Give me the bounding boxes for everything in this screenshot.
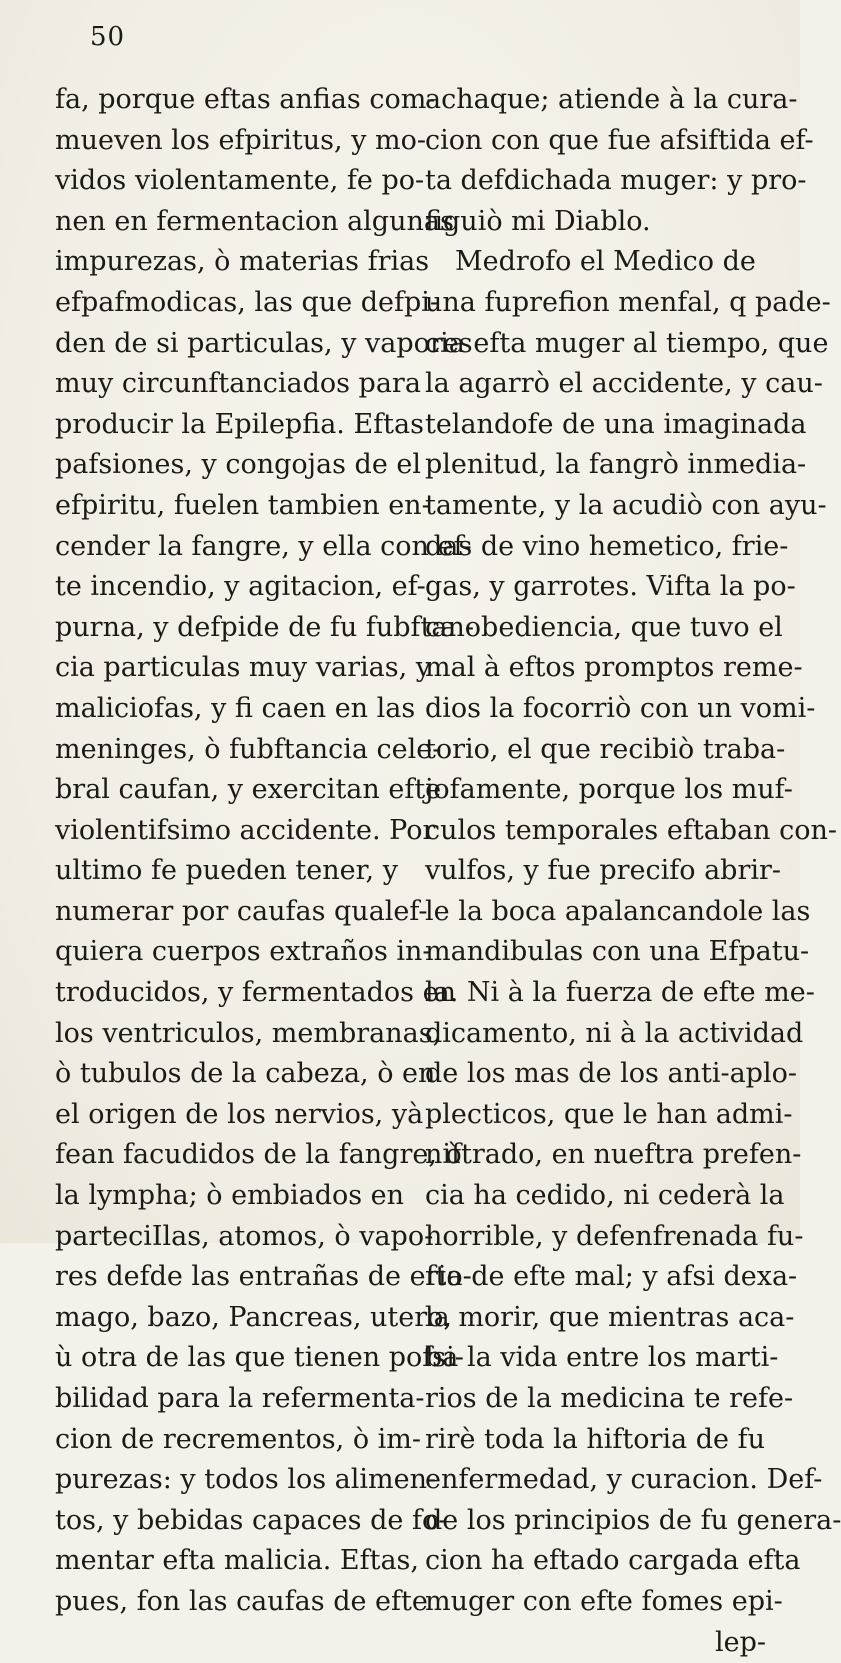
text-line: mueven los efpiritus, y mo- [55,124,427,156]
text-line: la agarrò el accidente, y cau- [425,368,823,400]
text-line: mal à eftos promptos reme- [425,652,803,684]
text-line: plecticos, que le han admi- [425,1098,793,1130]
text-line: achaque; atiende à la cura- [425,84,798,115]
text-line: tamente, y la acudiò con ayu- [425,489,827,521]
text-line: ria de efte mal; y afsi dexa- [425,1261,798,1293]
text-line: bral caufan, y exercitan efte [55,774,442,806]
text-line: gas, y garrotes. Vifta la po- [425,571,796,603]
text-line: muy circunftanciados para [55,368,421,400]
text-line: cion con que fue afsiftida ef- [425,124,814,156]
text-line: te incendio, y agitacion, ef- [55,571,426,603]
text-line: mentar efta malicia. Eftas, [55,1545,419,1577]
text-line: dicamento, ni à la actividad [425,1017,804,1049]
text-line: rios de la medicina te refe- [425,1383,794,1414]
text-line: torio, el que recibiò traba- [425,733,786,765]
text-line: mandibulas con una Efpatu- [425,936,810,968]
text-line: enfermedad, y curacion. Def- [425,1464,823,1496]
text-line: fa, porque eftas anfias com- [55,84,436,115]
text-line: fean facudidos de la fangre, ò [55,1139,462,1171]
text-line: muger con efte fomes epi- [425,1585,783,1617]
text-line: ò tubulos de la cabeza, ò en [55,1058,436,1090]
text-line: de los mas de los anti-aplo- [425,1058,797,1090]
text-line: le la boca apalancandole las [425,895,811,927]
text-line: producir la Epilepfia. Eftas [55,408,424,440]
text-line: de los principios de fu genera- [425,1504,841,1536]
text-line: telandofe de una imaginada [425,408,807,440]
text-line: numerar por caufas qualef- [55,895,428,927]
text-line: plenitud, la fangrò inmedia- [425,449,807,481]
page-number: 50 [90,22,126,52]
text-line: cia ha cedido, ni cederà la [425,1180,785,1212]
text-line: cender la fangre, y ella con ef- [55,530,472,562]
text-line: troducidos, y fermentados en [55,977,456,1009]
text-line: Medrofo el Medico de [455,246,756,278]
text-line: violentifsimo accidente. Por [55,814,436,846]
text-line: cia particulas muy varias, y [55,652,431,684]
text-line: la. Ni à la fuerza de efte me- [425,977,815,1009]
text-line: purna, y defpide de fu fubftan- [55,611,475,643]
text-line: dios la focorriò con un vomi- [425,692,816,724]
text-line: den de si particulas, y vapores [55,327,473,359]
text-line: vidos violentamente, fe po- [55,165,425,197]
text-line: cion ha eftado cargada efta [425,1545,801,1577]
text-line: jofamente, porque los muf- [425,774,793,806]
text-line: efpafmodicas, las que defpi- [55,286,440,318]
text-line: pafsiones, y congojas de el [55,449,422,481]
text-line: figuiò mi Diablo. [425,205,651,237]
text-line: tos, y bebidas capaces de fo- [55,1504,448,1536]
text-line: lep- [715,1626,767,1658]
text-line: das de vino hemetico, frie- [425,530,789,562]
text-line: mago, bazo, Pancreas, utero, [55,1301,452,1333]
text-line: culos temporales eftaban con- [425,814,838,846]
text-line: quiera cuerpos extraños in- [55,936,432,968]
right-text-column [425,80,841,1663]
text-line: vulfos, y fue precifo abrir- [425,855,782,887]
left-text-column [55,80,475,1623]
text-line: purezas: y todos los alimen- [55,1464,437,1496]
text-line: nen en fermentacion algunas [55,205,454,237]
text-line: la morir, que mientras aca- [425,1301,795,1333]
text-line: pues, fon las caufas de efte [55,1585,428,1617]
text-line: ba la vida entre los marti- [425,1342,779,1374]
text-line: los ventriculos, membranas, [55,1017,442,1049]
text-line: ù otra de las que tienen pofsi- [55,1342,464,1374]
text-line: cion de recrementos, ò im- [55,1423,422,1455]
text-line: meninges, ò fubftancia cele- [55,733,442,765]
text-line: ultimo fe pueden tener, y [55,855,398,887]
text-line: ca obediencia, que tuvo el [425,611,783,643]
text-line: rirè toda la hiftoria de fu [425,1423,765,1455]
text-line: impurezas, ò materias frias [55,246,430,278]
text-line: ta defdichada muger: y pro- [425,165,807,197]
text-line: niftrado, en nueftra prefen- [425,1139,802,1171]
text-line: bilidad para la refermenta- [55,1383,425,1414]
text-line: cia efta muger al tiempo, que [425,327,829,359]
text-line: horrible, y defenfrenada fu- [425,1220,804,1252]
text-line: el origen de los nervios, yà [55,1098,424,1130]
text-line: parteciIlas, atomos, ò vapo- [55,1220,434,1252]
text-line: efpiritu, fuelen tambien en- [55,489,431,521]
text-line: res defde las entrañas de efto- [55,1261,472,1293]
text-line: una fuprefion menfal, q pade- [425,286,831,318]
text-line: maliciofas, y fi caen en las [55,692,416,724]
text-line: la lympha; ò embiados en [55,1180,405,1212]
